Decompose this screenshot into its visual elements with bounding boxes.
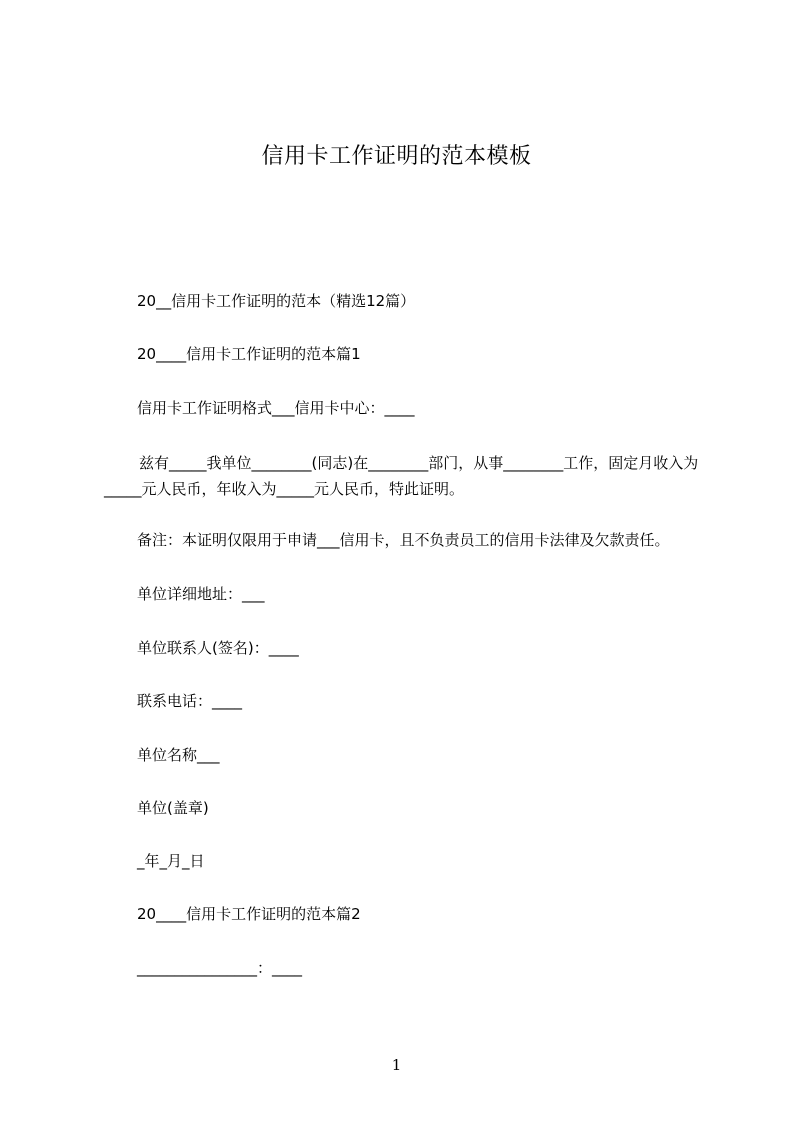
seal-line: 单位(盖章) <box>137 799 209 817</box>
unit-name-line: 单位名称___ <box>137 746 220 764</box>
date-line: _年_月_日 <box>137 852 205 870</box>
blank-line: ________________：____ <box>137 959 303 977</box>
article1-heading: 20____信用卡工作证明的范本篇1 <box>137 345 361 363</box>
page-number: 1 <box>391 1056 402 1074</box>
format-line: 信用卡工作证明格式___信用卡中心：____ <box>137 399 415 417</box>
contact-person-line: 单位联系人(签名)：____ <box>137 639 299 657</box>
article2-heading: 20____信用卡工作证明的范本篇2 <box>137 905 361 923</box>
note-line: 备注：本证明仅限用于申请___信用卡，且不负责员工的信用卡法律及欠款责任。 <box>137 531 670 549</box>
address-line: 单位详细地址：___ <box>137 585 265 603</box>
document-title: 信用卡工作证明的范本模板 <box>261 144 532 169</box>
intro-line: 20__信用卡工作证明的范本（精选12篇） <box>137 292 416 310</box>
phone-line: 联系电话：____ <box>137 692 243 710</box>
body-paragraph: 兹有_____我单位________(同志)在________部门，从事________工作，固定月收入为_____元人民币，年收入为_____元人民币，特此证明。 <box>104 454 699 498</box>
